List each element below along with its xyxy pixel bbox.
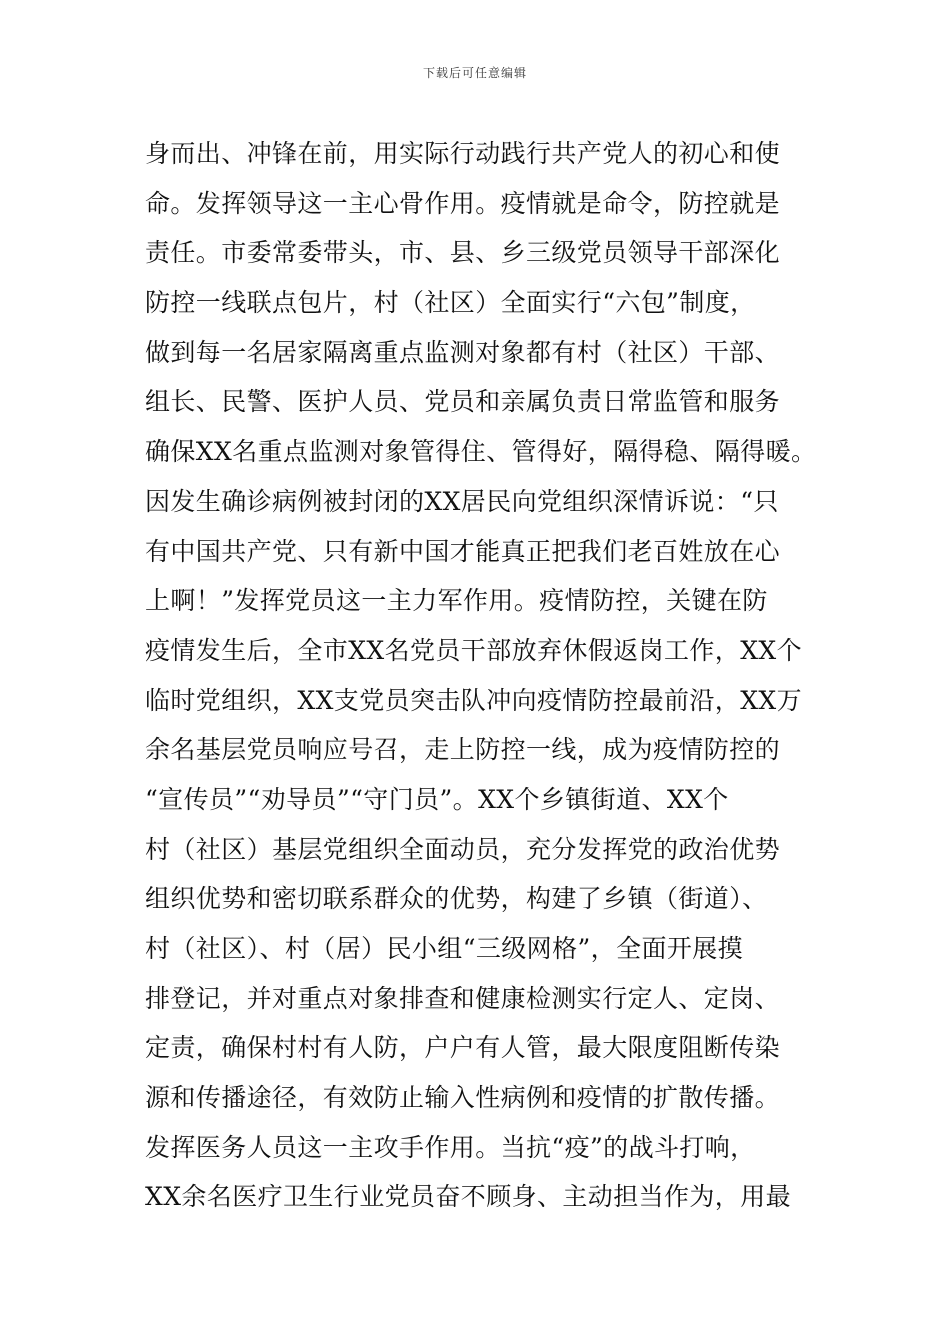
- text-line: 上啊！”发挥党员这一主力军作用。疫情防控，关键在防: [145, 586, 768, 616]
- text-line: 临时党组织，XX支党员突击队冲向疫情防控最前沿，XX万: [145, 685, 802, 715]
- text-line: 有中国共产党、只有新中国才能真正把我们老百姓放在心: [145, 536, 781, 566]
- text-line: XX余名医疗卫生行业党员奋不顾身、主动担当作为，用最: [145, 1182, 791, 1212]
- text-line: 村（社区）、村（居）民小组“三级网格”，全面开展摸: [145, 934, 744, 963]
- text-line: 组长、民警、医护人员、党员和亲属负责日常监管和服务: [145, 387, 781, 417]
- text-line: 疫情发生后，全市XX名党员干部放弃休假返岗工作，XX个: [145, 635, 802, 665]
- text-line: 排登记，并对重点对象排查和健康检测实行定人、定岗、: [145, 983, 781, 1013]
- text-line: 防控一线联点包片，村（社区）全面实行“六包”制度，: [145, 288, 756, 318]
- text-line: 做到每一名居家隔离重点监测对象都有村（社区）干部、: [145, 337, 781, 367]
- text-line: 组织优势和密切联系群众的优势，构建了乡镇（街道）、: [145, 884, 768, 914]
- body-text: [145, 129, 835, 1222]
- text-line: 发挥医务人员这一主攻手作用。当抗“疫”的战斗打响，: [145, 1132, 756, 1162]
- text-line: “宣传员”“劝导员”“守门员”。XX个乡镇街道、XX个: [145, 784, 729, 814]
- text-line: 源和传播途径，有效防止输入性病例和疫情的扩散传播。: [145, 1083, 781, 1113]
- page-header: 下载后可任意编辑: [422, 66, 527, 80]
- text-line: 余名基层党员响应号召，走上防控一线，成为疫情防控的: [145, 735, 781, 765]
- text-line: 身而出、冲锋在前，用实际行动践行共产党人的初心和使: [145, 139, 781, 168]
- text-line: 责任。市委常委带头，市、县、乡三级党员领导干部深化: [145, 238, 781, 268]
- text-line: 命。发挥领导这一主心骨作用。疫情就是命令，防控就是: [145, 188, 781, 218]
- text-line: 村（社区）基层党组织全面动员，充分发挥党的政治优势: [145, 834, 781, 864]
- text-line: 因发生确诊病例被封闭的XX居民向党组织深情诉说：“只: [145, 486, 779, 516]
- text-line: 定责，确保村村有人防，户户有人管，最大限度阻断传染: [145, 1033, 781, 1063]
- text-line: 确保XX名重点监测对象管得住、管得好，隔得稳、隔得暖。: [145, 437, 817, 467]
